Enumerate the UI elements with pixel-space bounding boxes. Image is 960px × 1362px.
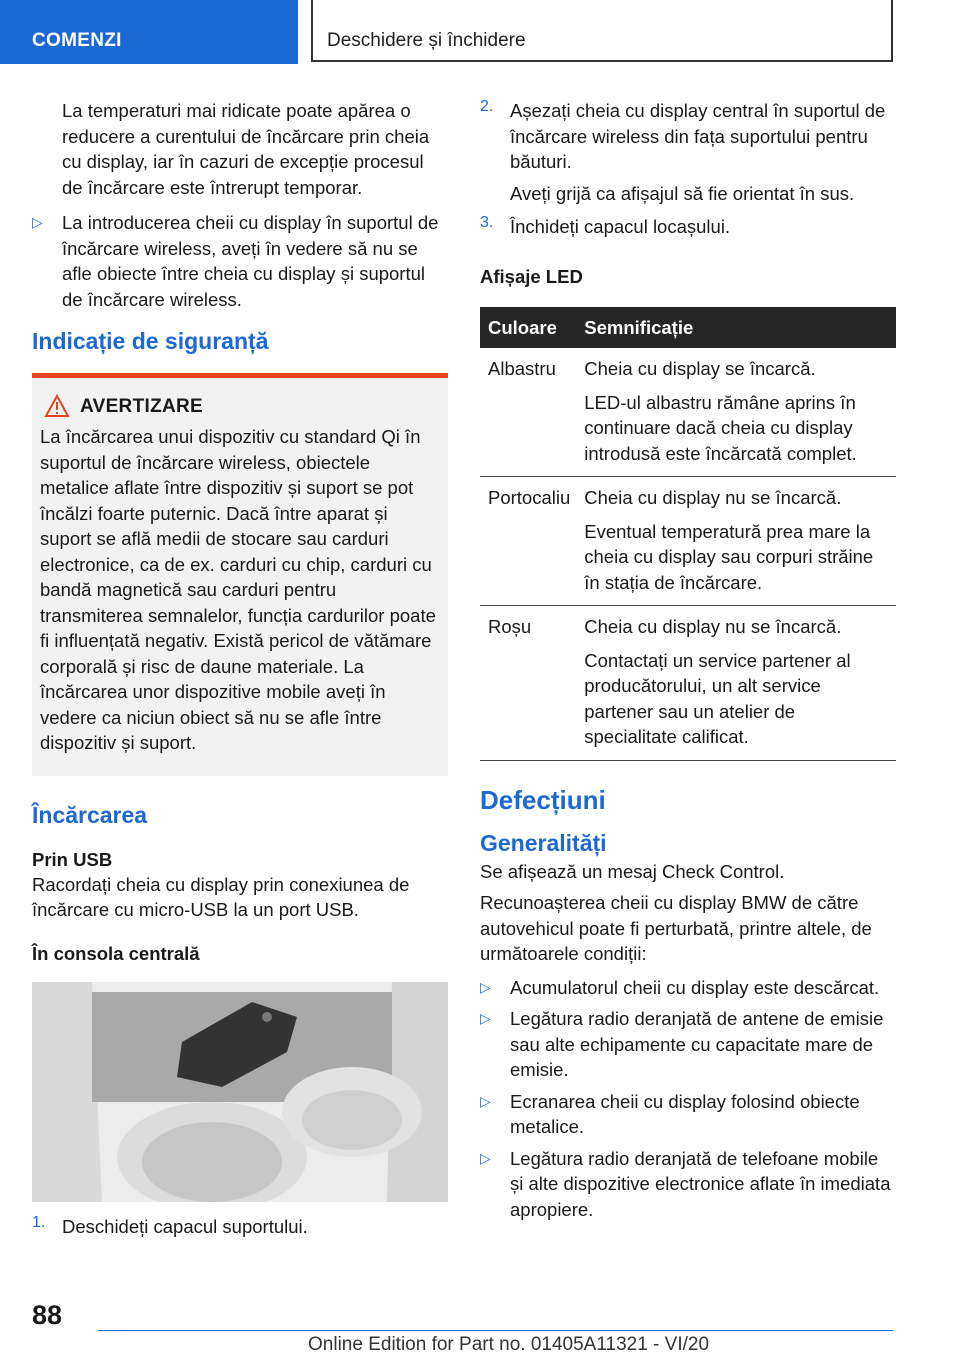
chapter-tab[interactable] [311, 0, 893, 62]
list-item [480, 975, 896, 1001]
page-number: 88 [32, 1300, 63, 1330]
list-item [32, 210, 448, 312]
led-heading: Afișaje LED [480, 265, 583, 287]
table-row [480, 348, 896, 477]
section-tab[interactable] [0, 0, 298, 64]
list-item [480, 1146, 896, 1223]
list-item-text: Legătura radio deranjată de telefoane mobile și alte dispozitive electronice aflate în imediata apropiere. [510, 1147, 891, 1220]
step-text: Deschideți capacul suportului. [62, 1215, 308, 1237]
table-cell: Roșu [480, 606, 576, 761]
triangle-bullet-icon: ▷ [480, 1149, 491, 1166]
triangle-bullet-icon: ▷ [480, 978, 491, 995]
cell-text: Cheia cu display se încarcă. [584, 358, 816, 379]
table-cell [576, 606, 896, 761]
footer-divider [98, 1330, 893, 1331]
list-item-text: La introducerea cheii cu display în suportul de încărcare wireless, aveți în vedere să nu se afle obiecte între cheia cu display și suportul de încărcare wireless. [62, 212, 439, 310]
step-text: Așezați cheia cu display central în suportul de încărcare wireless din fața suportului pentru băuturi. [510, 100, 886, 172]
general-heading: Generalități [480, 829, 607, 856]
list-item-text: Acumulatorul cheii cu display este descărcat. [510, 976, 880, 998]
column-header: Culoare [480, 307, 576, 349]
usb-heading: Prin USB [32, 848, 113, 870]
list-item [32, 1214, 448, 1240]
list-item [480, 1006, 896, 1083]
list-item-text: Ecranarea cheii cu display folosind obiecte metalice. [510, 1090, 860, 1137]
table-cell [576, 477, 896, 606]
warning-box [32, 373, 448, 776]
console-heading: În consola centrală [32, 942, 200, 964]
led-table [480, 307, 896, 761]
step-number: 3. [480, 214, 494, 231]
right-column [480, 98, 896, 1222]
list-item-text: Legătura radio deranjată de antene de emisie sau alte echipamente cu capacitate mare de emisie. [510, 1008, 884, 1080]
table-cell [576, 348, 896, 477]
step-text: Închideți capacul locașului. [510, 216, 731, 237]
cell-text: Cheia cu display nu se încarcă. [584, 616, 842, 637]
warning-title: AVERTIZARE [80, 396, 203, 417]
table-row [480, 477, 896, 606]
list-item [480, 98, 896, 206]
paragraph: Se afișează un mesaj Check Control. [480, 860, 785, 882]
left-column [32, 98, 448, 1239]
column-header: Semnificație [576, 307, 896, 349]
step-number: 1. [32, 1213, 46, 1231]
cell-text: Contactați un service partener al producătorului, un alt service partener sau un atelier de specialitate calificat. [584, 649, 851, 747]
warning-title-row [80, 396, 440, 418]
cell-text: Eventual temperatură prea mare la cheia cu display sau corpuri străine în stația de încărcare. [584, 520, 874, 593]
warning-text: La încărcarea unui dispozitiv cu standard Qi în suportul de încărcare wireless, obiectele metalice aflate între dispozitiv și suport se pot încălzi foarte puternic. Dacă între aparat și suport se află medii de stocare sau carduri electronice, ca de ex. carduri cu chip, carduri cu bandă magnetică sau carduri pentru transmiterea semnalelor, funcția cardurilor poate fi influențată negativ. Există pericol de vătămare corporală și risc de daune materiale. La încărcarea unor dispozitive mobile aveți în vedere ca niciun obiect să nu se afle între dispozitiv și suport. [40, 426, 436, 753]
usb-text: Racordați cheia cu display prin conexiunea de încărcare cu micro-USB la un port USB. [32, 873, 410, 920]
triangle-bullet-icon: ▷ [32, 214, 43, 230]
paragraph: La temperaturi mai ridicate poate apărea o reducere a curentului de încărcare prin cheia cu display, iar în cazuri de excepție procesul de încărcare este întrerupt temporar. [62, 100, 430, 198]
table-row [480, 606, 896, 761]
safety-heading: Indicație de siguranță [32, 328, 269, 354]
chapter-title: Deschidere și închidere [327, 30, 526, 51]
warning-triangle-icon [44, 394, 70, 424]
list-item [480, 1089, 896, 1140]
defects-heading: Defecțiuni [480, 784, 606, 815]
paragraph: Recunoașterea cheii cu display BMW de către autovehicul poate fi perturbată, printre altele, de următoarele condiții: [480, 892, 872, 964]
section-title: COMENZI [32, 30, 122, 51]
cell-text: Cheia cu display nu se încarcă. [584, 487, 842, 508]
triangle-bullet-icon: ▷ [480, 1092, 491, 1109]
footer-edition: Online Edition for Part no. 01405A11321 - VI/20 [308, 1334, 710, 1355]
triangle-bullet-icon: ▷ [480, 1010, 491, 1026]
charging-heading: Încărcarea [32, 801, 148, 828]
cell-text: LED-ul albastru rămâne aprins în continuare dacă cheia cu display introdusă este încărcată complet. [584, 391, 857, 464]
step-note: Aveți grijă ca afișajul să fie orientat în sus. [510, 182, 855, 204]
table-cell: Albastru [480, 348, 576, 477]
list-item [480, 214, 896, 240]
table-cell: Portocaliu [480, 477, 576, 606]
center-console-image [32, 982, 448, 1202]
step-number: 2. [480, 98, 494, 115]
table-header-row [480, 307, 896, 349]
